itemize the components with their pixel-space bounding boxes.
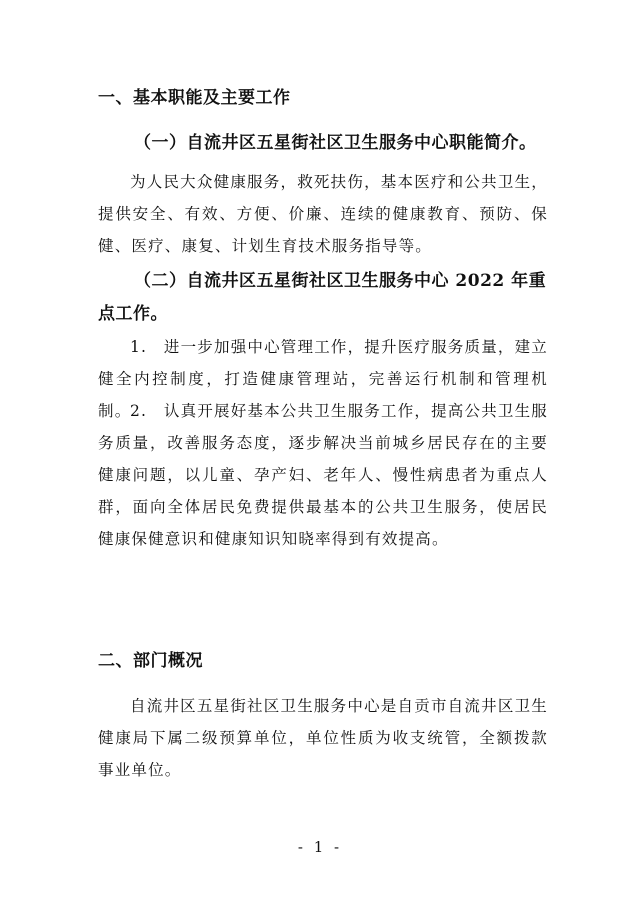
section-1-heading: 一、基本职能及主要工作	[98, 88, 291, 108]
subsection-1-paragraph: 为人民大众健康服务，救死扶伤，基本医疗和公共卫生，提供安全、有效、方便、价廉、连续的健康教育、预防、保健、医疗、康复、计划生育技术服务指导等。	[98, 173, 548, 255]
subsection-1-heading: （一）自流井区五星街社区卫生服务中心职能简介。	[134, 133, 537, 153]
subsection-2-heading: （二）自流井区五星街社区卫生服务中心 2022 年重点工作。	[98, 271, 547, 324]
work-item-2: 2. 认真开展好基本公共卫生服务工作，提高公共卫生服务质量，改善服务态度，逐步解决当前城乡居民存在的主要健康问题，以儿童、孕产妇、老年人、慢性病患者为重点人群，面向全体居民免费提供最基本的公共卫生服务，使居民健康保健意识和健康知识知晓率得到有效提高。	[98, 402, 548, 548]
section-2-heading: 二、部门概况	[98, 651, 203, 671]
work-item-1: 1. 进一步加强中心管理工作，提升医疗服务质量，建立健全内控制度，打造健康管理站，完善运行机制和管理机制。	[98, 338, 548, 420]
page-number: - 1 -	[297, 838, 343, 856]
department-overview-paragraph: 自流井区五星街社区卫生服务中心是自贡市自流井区卫生健康局下属二级预算单位，单位性质为收支统管，全额拨款事业单位。	[98, 697, 548, 779]
